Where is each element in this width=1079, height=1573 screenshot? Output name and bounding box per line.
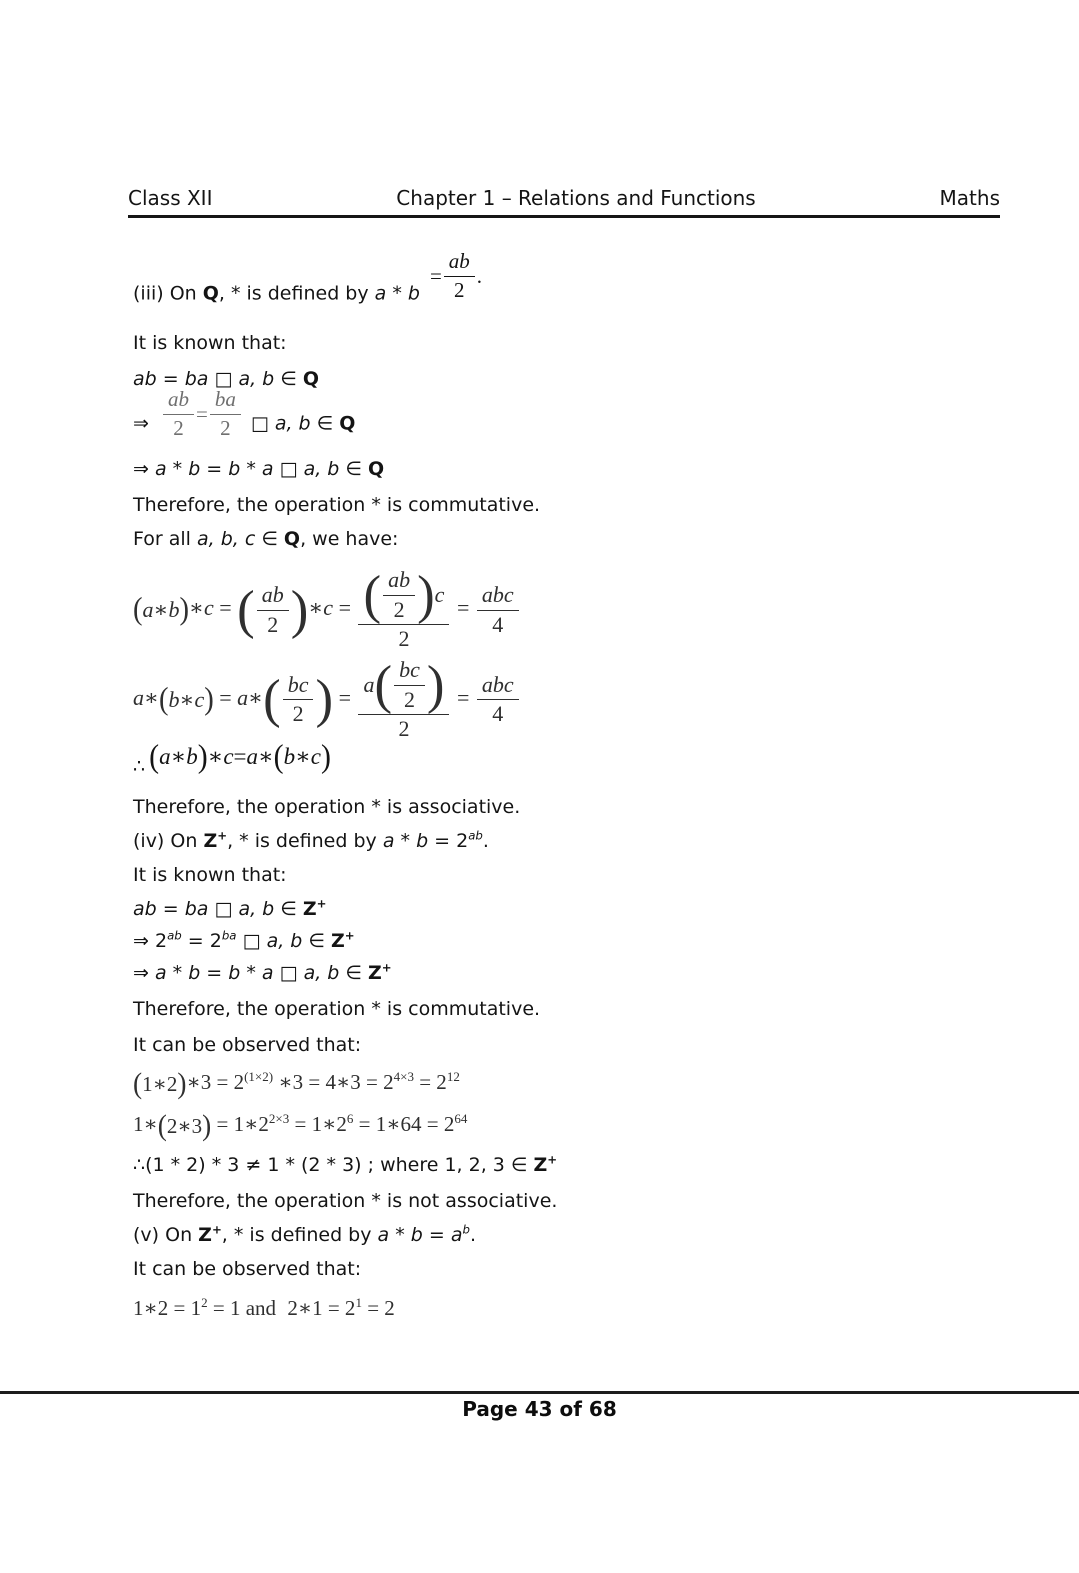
left-paren: (: [158, 681, 169, 717]
text-run: *: [389, 1223, 411, 1246]
text-run: a: [450, 1223, 463, 1246]
text-run: Z: [302, 897, 317, 920]
text-run: 2: [173, 415, 184, 440]
header-subject: Maths: [939, 186, 1000, 210]
parenthesized-group: [158, 681, 214, 717]
text-run: ∴: [133, 755, 146, 778]
text-run: a, b, c: [196, 528, 256, 551]
fraction-numerator: [283, 673, 314, 701]
fraction-numerator: [477, 673, 519, 701]
text-run: a, b: [274, 412, 311, 435]
text-run: +: [211, 1222, 222, 1237]
parenthesized-group: [133, 1066, 187, 1100]
paragraph-non-assoc-example: [133, 1152, 999, 1178]
fraction-denominator: [220, 415, 231, 441]
paragraph-commutative-statement-1: [133, 492, 999, 518]
text-run: ba: [221, 928, 237, 943]
text-run: 2: [393, 596, 405, 622]
right-paren: ): [204, 681, 214, 717]
text-run: and: [240, 1295, 282, 1320]
text-run: a: [374, 282, 387, 305]
paragraph-line-v: [133, 1222, 999, 1248]
text-run: 1: [355, 1294, 362, 1310]
left-paren: (: [263, 669, 281, 730]
superscript: [244, 1069, 273, 1084]
text-run: = 2: [181, 929, 222, 952]
left-paren: (: [273, 738, 284, 775]
text-run: a: [382, 829, 395, 852]
text-run: Therefore, the operation * is not associative.: [133, 1189, 558, 1212]
parenthesized-group: [374, 654, 445, 715]
right-paren: ): [320, 738, 331, 775]
text-run: Z: [331, 929, 345, 952]
text-run: ab: [261, 581, 284, 607]
right-paren: ): [417, 564, 435, 625]
paragraph-associative-statement: [133, 794, 999, 820]
text-run: b: [462, 1222, 470, 1237]
right-paren: ): [202, 1108, 212, 1142]
text-run: ∗: [144, 684, 159, 710]
text-run: 2: [403, 686, 415, 712]
text-run: Therefore, the operation * is associative.: [133, 795, 521, 818]
fraction-denominator: [293, 700, 304, 727]
text-run: 2: [267, 611, 279, 637]
text-run: ∗: [308, 595, 324, 621]
text-run: c: [323, 595, 334, 621]
text-run: (iv) On: [133, 829, 204, 852]
text-run: 2∗1 = 2: [287, 1295, 356, 1320]
text-run: 2: [398, 626, 410, 652]
superscript: [345, 928, 355, 942]
raised-formula-group: [161, 388, 243, 440]
text-run: , * is defined by: [221, 1223, 378, 1246]
text-run: +: [217, 828, 228, 843]
fraction-denominator: [173, 415, 184, 441]
text-run: a: [377, 1223, 390, 1246]
text-run: =: [213, 595, 238, 621]
text-run: abc: [481, 581, 514, 607]
left-paren: (: [363, 564, 382, 625]
fraction: [358, 564, 449, 652]
fraction-denominator: [454, 277, 465, 303]
right-paren: ): [179, 592, 190, 627]
text-run: Q: [368, 458, 385, 481]
text-run: □: [214, 897, 239, 920]
footer-divider: [0, 1391, 1079, 1394]
paren-content: [159, 744, 198, 770]
left-paren: (: [237, 579, 255, 640]
text-run: ∈: [302, 929, 331, 952]
text-run: +: [316, 896, 327, 911]
text-run: 2: [201, 1294, 208, 1310]
text-run: 12: [446, 1068, 460, 1084]
text-run: a, b: [266, 929, 303, 952]
fraction: [394, 658, 425, 712]
text-run: ∈: [339, 458, 369, 481]
text-run: b∗c: [168, 687, 205, 713]
text-run: It is known that:: [133, 332, 287, 355]
text-run: ab: [388, 567, 411, 593]
text-run: ∗: [248, 684, 264, 710]
left-paren: (: [133, 592, 143, 627]
text-run: 1∗2 = 1: [133, 1295, 202, 1320]
text-run: = 1∗2: [289, 1111, 347, 1136]
text-run: , * is defined by: [227, 829, 383, 852]
text-run: abc: [481, 671, 514, 697]
text-run: ⇒: [133, 961, 155, 984]
text-run: a, b: [238, 897, 275, 920]
text-run: For all: [133, 528, 197, 551]
text-run: Q: [339, 412, 356, 435]
text-run: c: [434, 581, 445, 607]
text-run: □: [279, 961, 304, 984]
superscript: [394, 1069, 414, 1084]
text-run: It can be observed that:: [133, 1033, 362, 1056]
fraction-numerator: [383, 568, 415, 596]
text-run: .: [482, 829, 489, 852]
text-run: =: [422, 1223, 451, 1246]
text-run: a, b: [303, 961, 340, 984]
paren-content: [167, 1114, 202, 1138]
fraction: [257, 583, 289, 637]
fraction-denominator: [492, 611, 503, 638]
paragraph-assoc-conclusion: [133, 738, 999, 782]
text-run: Therefore, the operation * is commutative.: [133, 997, 541, 1020]
right-paren: ): [290, 579, 309, 640]
paragraph-observed-that-2: [133, 1256, 999, 1282]
text-run: bc: [399, 656, 420, 682]
parenthesized-group: [363, 564, 435, 625]
paragraph-observed-that-1: [133, 1032, 999, 1058]
text-run: a: [237, 684, 249, 710]
superscript: [468, 828, 483, 842]
fraction-denominator: [492, 700, 503, 727]
text-run: ∈: [310, 412, 340, 435]
paren-content: [168, 687, 204, 712]
superscript: [382, 960, 392, 974]
text-run: 1∗2: [142, 1071, 178, 1096]
left-paren: (: [133, 1066, 143, 1100]
left-paren: (: [157, 1108, 167, 1142]
text-run: (iii) On: [133, 282, 203, 305]
text-run: ab = ba: [133, 897, 215, 920]
text-run: 1∗: [133, 1111, 158, 1136]
text-run: =: [333, 595, 357, 621]
text-run: = 2: [428, 829, 469, 852]
right-paren: ): [177, 1066, 187, 1100]
text-run: a: [133, 684, 144, 710]
text-run: ∗3 = 4∗3 = 2: [273, 1069, 394, 1094]
fraction-denominator: [404, 686, 415, 713]
text-run: , we have:: [300, 528, 399, 551]
text-run: Q: [302, 368, 320, 391]
text-run: a * b = b * a: [154, 458, 280, 481]
text-run: ∈: [255, 528, 284, 551]
text-run: +: [547, 1152, 558, 1167]
text-run: 2×3: [268, 1110, 290, 1126]
superscript: [222, 928, 237, 942]
raised-formula-group: [149, 738, 331, 775]
text-run: ab = ba: [133, 368, 215, 391]
parenthesized-group: [133, 592, 190, 627]
fraction: [477, 673, 519, 727]
text-run: 4×3: [393, 1068, 414, 1084]
text-run: ⇒: [133, 412, 155, 435]
paragraph-v-obs-formula: [133, 1296, 999, 1320]
text-run: = 1∗64 = 2: [353, 1111, 455, 1136]
fraction: [210, 388, 241, 440]
text-run: =: [333, 684, 357, 710]
fraction-numerator: [477, 583, 519, 611]
paren-content: [381, 568, 417, 622]
text-run: □: [236, 929, 267, 952]
text-run: ∈: [274, 897, 303, 920]
superscript: [217, 828, 227, 842]
text-run: = 2: [361, 1295, 395, 1320]
superscript: [454, 1111, 467, 1126]
text-run: Z: [198, 1223, 212, 1246]
parenthesized-group: [237, 579, 309, 640]
parenthesized-group: [149, 738, 208, 775]
text-run: *: [394, 829, 417, 852]
paragraph-obs-formula-2: [133, 1108, 999, 1142]
text-run: ∗: [189, 595, 204, 621]
text-run: Z: [368, 961, 382, 984]
fraction: [477, 583, 519, 637]
text-run: □: [214, 368, 239, 391]
paren-content: [392, 658, 427, 712]
fraction-numerator: [257, 583, 289, 611]
text-run: b: [407, 282, 420, 305]
text-run: ∴(1 * 2) * 3 ≠ 1 * (2 * 3) ; where 1, 2, 3 ∈: [133, 1153, 534, 1176]
fraction: [383, 568, 415, 622]
text-run: a∗b: [142, 597, 180, 623]
fraction-numerator: [163, 388, 194, 415]
text-run: = 1: [207, 1295, 241, 1320]
fraction-numerator: [358, 564, 449, 625]
text-run: .: [469, 1223, 477, 1246]
paragraph-for-all-line: [133, 526, 999, 552]
fraction: [444, 250, 475, 302]
text-run: .: [476, 264, 483, 289]
text-run: bc: [287, 671, 309, 697]
paragraph-commutes-z-implication: [133, 960, 999, 986]
superscript: [269, 1111, 289, 1126]
raised-formula-group: [430, 250, 482, 302]
paragraph-known-that-1: [133, 330, 999, 356]
text-run: =: [451, 595, 475, 621]
text-run: 2∗3: [166, 1113, 203, 1138]
text-run: , * is defined by: [218, 282, 375, 305]
text-run: = 2: [413, 1069, 447, 1094]
text-run: a: [246, 743, 259, 769]
text-run: c: [223, 743, 234, 769]
text-run: = 1∗2: [211, 1111, 269, 1136]
parenthesized-group: [273, 738, 331, 775]
text-run: a * b = b * a: [154, 961, 280, 984]
text-run: +: [344, 928, 355, 943]
fraction-denominator: [398, 625, 409, 652]
text-run: ab: [448, 249, 470, 273]
text-run: ∈: [274, 368, 303, 391]
paragraph-ab-eq-ba-q: [133, 366, 999, 392]
text-run: +: [381, 960, 392, 975]
document-body: [133, 222, 999, 1320]
superscript: [317, 896, 327, 910]
page-header: [128, 186, 1000, 218]
text-run: ⇒ 2: [133, 929, 168, 952]
paren-content: [143, 597, 180, 622]
text-run: a: [363, 671, 375, 697]
paren-content: [142, 1072, 177, 1096]
paren-content: [284, 744, 321, 770]
parenthesized-group: [263, 669, 334, 730]
text-run: ∗: [207, 743, 224, 769]
text-run: Z: [533, 1153, 548, 1176]
paragraph-obs-formula-1: [133, 1066, 999, 1100]
text-run: Q: [202, 282, 219, 305]
text-run: ∈: [339, 961, 369, 984]
paragraph-ab-eq-ba-z: [133, 896, 999, 922]
text-run: Therefore, the operation * is commutative.: [133, 494, 541, 517]
text-run: b: [416, 829, 429, 852]
fraction: [358, 654, 449, 742]
text-run: a, b: [238, 368, 275, 391]
text-run: ∗3 = 2: [186, 1069, 245, 1094]
fraction-denominator: [394, 596, 405, 623]
paragraph-assoc-formula-1: [133, 564, 999, 652]
text-run: b∗c: [283, 743, 321, 769]
text-run: Q: [283, 528, 301, 551]
paragraph-line-iii: [133, 249, 999, 320]
fraction: [283, 673, 314, 727]
paragraph-assoc-formula-2: [133, 654, 999, 742]
paragraph-known-that-2: [133, 862, 999, 888]
right-paren: ): [315, 669, 334, 730]
text-run: ba: [214, 387, 236, 412]
text-run: It is known that:: [133, 863, 287, 886]
text-run: ab: [167, 387, 189, 412]
paren-content: [255, 583, 291, 637]
text-run: b: [410, 1223, 423, 1246]
right-paren: ): [197, 738, 208, 775]
text-run: ab: [468, 828, 483, 843]
text-run: 64: [454, 1110, 468, 1126]
fraction-numerator: [444, 250, 475, 277]
text-run: 6: [346, 1110, 354, 1126]
paragraph-exp-implication: [133, 928, 999, 954]
page-number: Page 43 of 68: [462, 1397, 617, 1421]
text-run: 2: [220, 415, 231, 440]
paragraph-commutes-q-implication: [133, 456, 999, 482]
text-run: □: [279, 458, 304, 481]
header-chapter-title: Chapter 1 – Relations and Functions: [396, 186, 756, 210]
paragraph-frac-implication: [133, 387, 999, 450]
text-run: (v) On: [133, 1223, 199, 1246]
text-run: 2: [292, 701, 304, 727]
superscript: [212, 1222, 222, 1236]
superscript: [167, 928, 182, 942]
text-run: (1×2): [244, 1068, 274, 1084]
fraction-numerator: [210, 388, 241, 415]
superscript: [463, 1222, 470, 1236]
superscript: [447, 1069, 460, 1084]
header-class: Class XII: [128, 186, 213, 210]
parenthesized-group: [157, 1108, 212, 1142]
paragraph-not-associative-statement: [133, 1188, 999, 1214]
text-run: ⇒: [133, 458, 155, 481]
text-run: =: [451, 684, 475, 710]
text-run: 2: [398, 716, 410, 742]
text-run: a, b: [303, 458, 340, 481]
right-paren: ): [426, 654, 445, 715]
text-run: □: [250, 412, 275, 435]
superscript: [547, 1152, 557, 1166]
text-run: =: [195, 402, 208, 427]
text-run: ab: [167, 928, 182, 943]
text-run: =: [429, 264, 442, 289]
paragraph-line-iv: [133, 828, 999, 854]
text-run: 4: [492, 701, 504, 727]
text-run: ∗: [258, 743, 274, 769]
fraction-denominator: [398, 715, 409, 742]
text-run: Z: [203, 829, 218, 852]
text-run: a∗b: [159, 743, 198, 769]
fraction-numerator: [394, 658, 425, 686]
text-run: *: [386, 282, 408, 305]
text-run: =: [213, 684, 238, 710]
text-run: It can be observed that:: [133, 1257, 362, 1280]
text-run: 2: [454, 277, 465, 302]
left-paren: (: [149, 738, 160, 775]
left-paren: (: [374, 654, 393, 715]
fraction-numerator: [358, 654, 449, 715]
fraction: [163, 388, 194, 440]
fraction-denominator: [267, 611, 278, 638]
text-run: c: [203, 595, 214, 621]
paragraph-commutative-statement-2: [133, 996, 999, 1022]
text-run: =: [233, 743, 247, 769]
paren-content: [281, 673, 316, 727]
text-run: 4: [492, 611, 504, 637]
